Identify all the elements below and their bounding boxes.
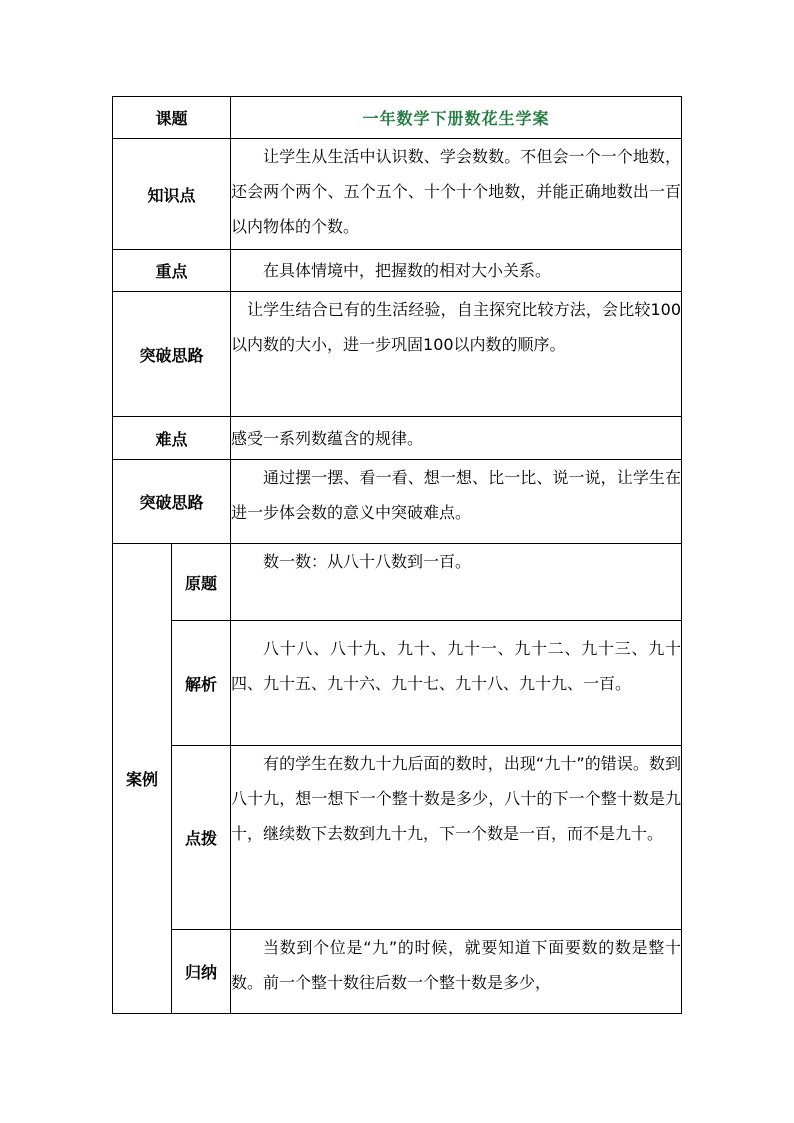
original-label: 原题 bbox=[172, 544, 231, 621]
knowledge-text: 让学生从生活中认识数、学会数数。不但会一个一个地数，还会两个两个、五个五个、十个十个地数，并能正确地数出一百以内物体的个数。 bbox=[231, 147, 682, 236]
key-point-row bbox=[113, 250, 682, 292]
knowledge-row bbox=[113, 139, 682, 250]
case-label: 案例 bbox=[113, 544, 172, 1014]
key-point-text: 在具体情境中，把握数的相对大小关系。 bbox=[263, 261, 552, 280]
lesson-plan-table bbox=[112, 96, 682, 1014]
tip-text: 有的学生在数九十九后面的数时，出现“九十”的错误。数到八十九，想一想下一个整十数是多少，八十的下一个整十数是九十，继续数下去数到九十九，下一个数是一百，而不是九十。 bbox=[231, 754, 682, 843]
breakthrough-row-1 bbox=[113, 292, 682, 417]
analysis-label: 解析 bbox=[172, 621, 231, 746]
breakthrough-text-2: 通过摆一摆、看一看、想一想、比一比、说一说，让学生在进一步体会数的意义中突破难点。 bbox=[231, 468, 682, 522]
summary-text: 当数到个位是“九”的时候，就要知道下面要数的数是整十数。前一个整十数往后数一个整十数是多少， bbox=[231, 938, 682, 992]
lesson-title: 一年数学下册数花生学案 bbox=[231, 97, 682, 139]
breakthrough-label-1: 突破思路 bbox=[113, 292, 231, 417]
key-point-label: 重点 bbox=[113, 250, 231, 292]
case-original-row bbox=[113, 544, 682, 621]
tip-label: 点拨 bbox=[172, 746, 231, 930]
breakthrough-row-2 bbox=[113, 460, 682, 544]
knowledge-label: 知识点 bbox=[113, 139, 231, 250]
difficulty-label: 难点 bbox=[113, 417, 231, 460]
title-row bbox=[113, 97, 682, 139]
subject-label: 课题 bbox=[113, 97, 231, 139]
case-tip-row bbox=[113, 746, 682, 930]
analysis-text: 八十八、八十九、九十、九十一、九十二、九十三、九十四、九十五、九十六、九十七、九十八、九十九、一百。 bbox=[231, 639, 682, 693]
breakthrough-label-2: 突破思路 bbox=[113, 460, 231, 544]
case-summary-row bbox=[113, 930, 682, 1014]
difficulty-text: 感受一系列数蕴含的规律。 bbox=[231, 428, 424, 448]
breakthrough-text-1: 让学生结合已有的生活经验，自主探究比较方法，会比较100以内数的大小，进一步巩固100以内数的顺序。 bbox=[231, 300, 682, 354]
original-text: 数一数：从八十八数到一百。 bbox=[263, 552, 472, 571]
difficulty-row bbox=[113, 417, 682, 460]
summary-label: 归纳 bbox=[172, 930, 231, 1014]
case-analysis-row bbox=[113, 621, 682, 746]
